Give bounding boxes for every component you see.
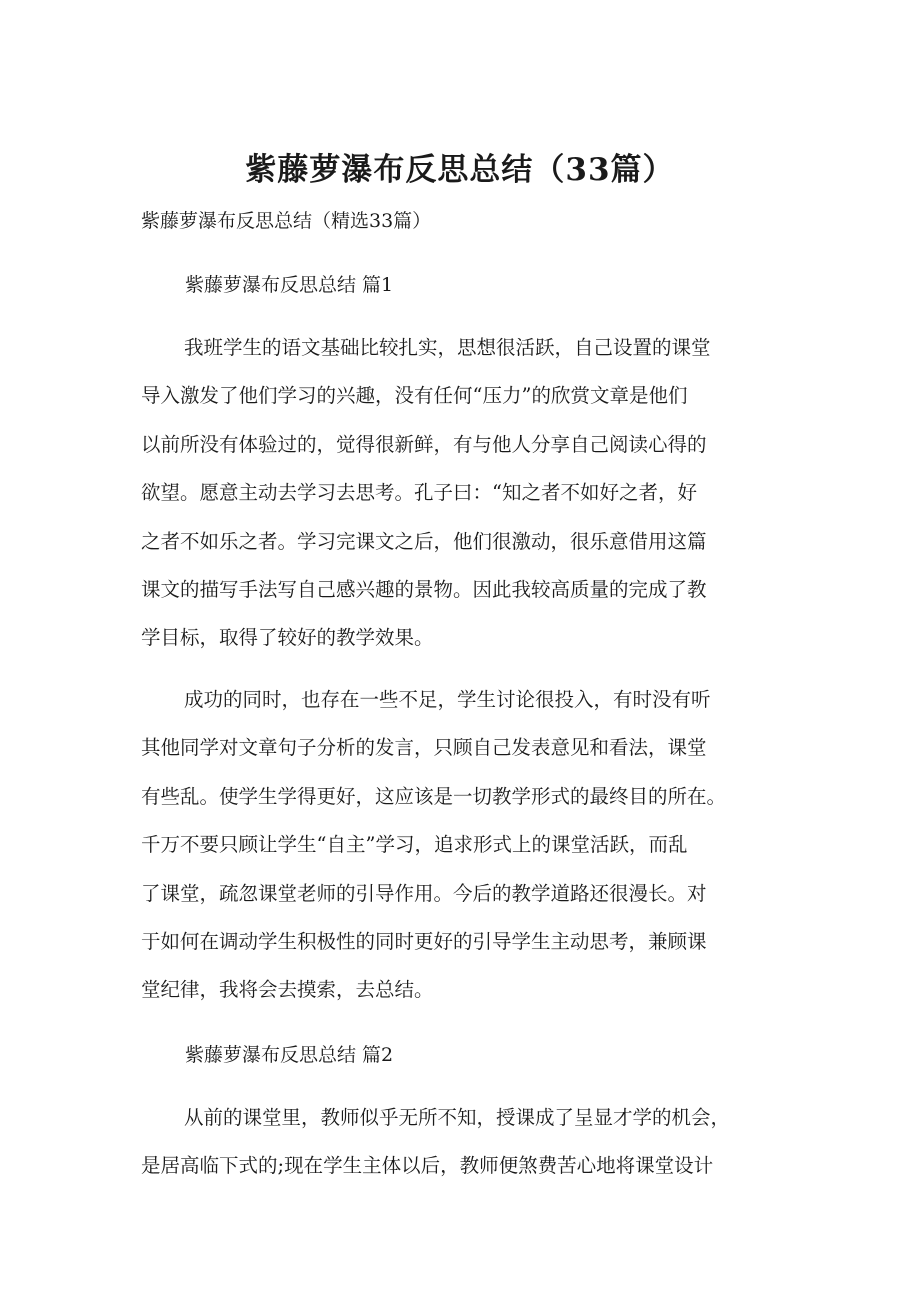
paragraph-line: 成功的同时，也存在一些不足，学生讨论很投入，有时没有听 — [184, 688, 711, 711]
paragraph-line: 于如何在调动学生积极性的同时更好的引导学生主动思考，兼顾课 — [141, 929, 707, 953]
paragraph-line: 其他同学对文章句子分析的发言，只顾自己发表意见和看法，课堂 — [141, 736, 707, 760]
paragraph-line: 是居高临下式的;现在学生主体以后，教师便煞费苦心地将课堂设计 — [141, 1154, 714, 1178]
paragraph-line: 千万不要只顾让学生“自主”学习，追求形式上的课堂活跃，而乱 — [141, 833, 688, 857]
paragraph-line: 堂纪律，我将会去摸索，去总结。 — [141, 978, 434, 1002]
paragraph — [141, 676, 801, 1015]
paragraph-line: 以前所没有体验过的，觉得很新鲜，有与他人分享自己阅读心得的 — [141, 432, 707, 456]
section-heading: 紫藤萝瀑布反思总结 篇2 — [185, 1044, 394, 1066]
paragraph-line: 有些乱。使学生学得更好，这应该是一切教学形式的最终目的所在。 — [141, 784, 727, 808]
document-title: 紫藤萝瀑布反思总结（33篇） — [245, 152, 675, 188]
section-heading: 紫藤萝瀑布反思总结 篇1 — [185, 274, 394, 296]
paragraph-line: 了课堂，疏忽课堂老师的引导作用。今后的教学道路还很漫长。对 — [141, 881, 707, 905]
paragraph-line: 我班学生的语文基础比较扎实，思想很活跃，自己设置的课堂 — [184, 336, 711, 359]
paragraph-line: 从前的课堂里，教师似乎无所不知，授课成了呈显才学的机会， — [184, 1106, 731, 1129]
paragraph — [141, 324, 801, 663]
paragraph-line: 之者不如乐之者。学习完课文之后，他们很激动，很乐意借用这篇 — [141, 529, 707, 553]
paragraph-line: 学目标，取得了较好的教学效果。 — [141, 626, 434, 650]
paragraph — [141, 1094, 801, 1191]
paragraph-line: 课文的描写手法写自己感兴趣的景物。因此我较高质量的完成了教 — [141, 577, 707, 601]
document-subtitle: 紫藤萝瀑布反思总结（精选33篇） — [141, 210, 432, 232]
paragraph-line: 欲望。愿意主动去学习去思考。孔子曰：“知之者不如好之者，好 — [141, 481, 697, 505]
paragraph-line: 导入激发了他们学习的兴趣，没有任何“压力”的欣赏文章是他们 — [141, 384, 688, 408]
